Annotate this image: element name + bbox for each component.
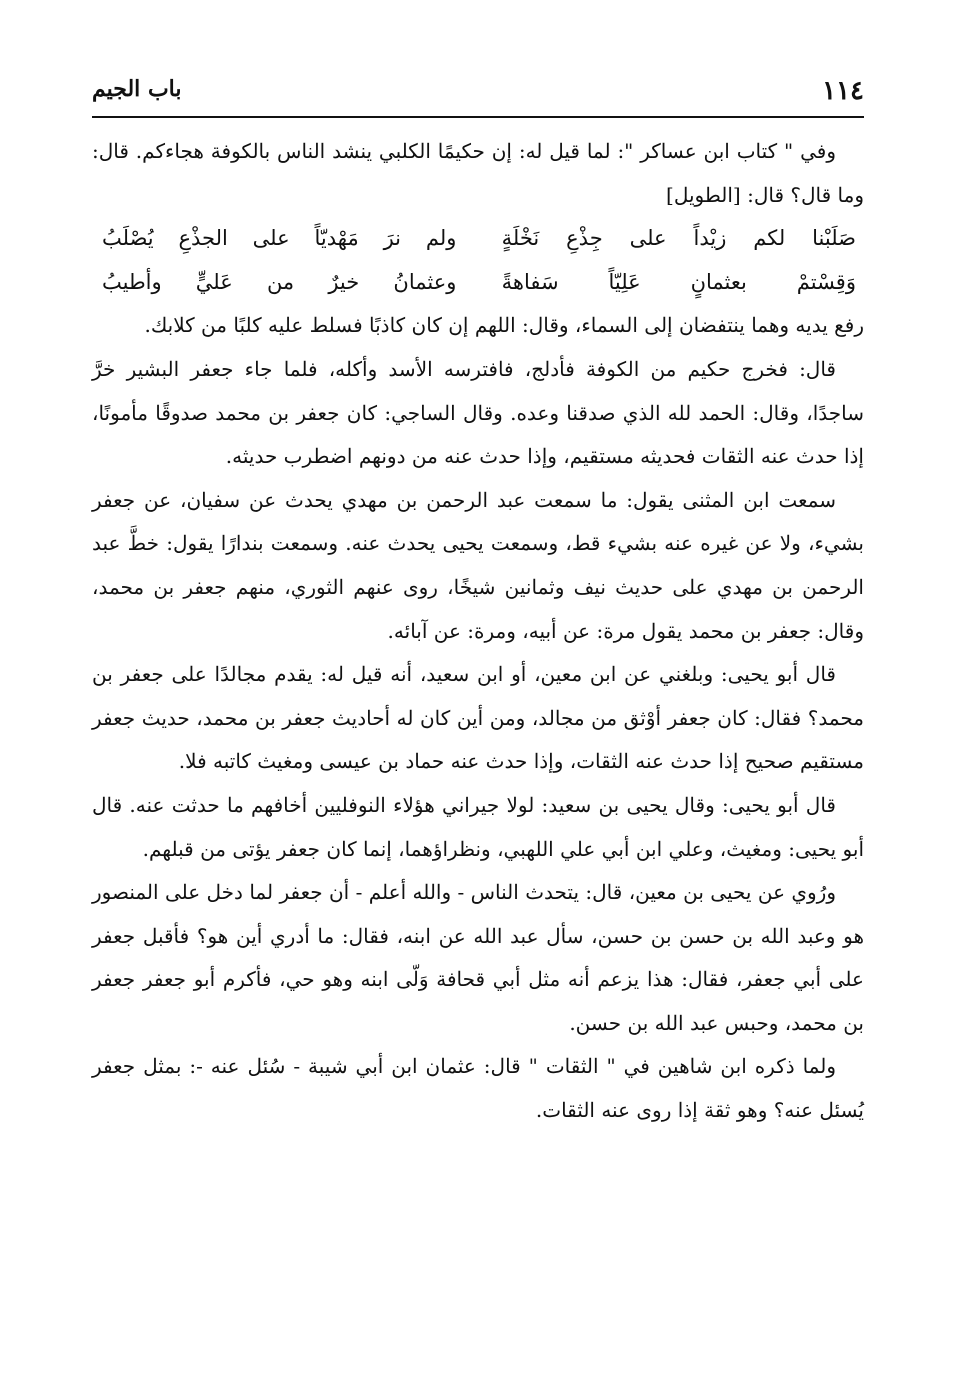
verse-line: [92, 217, 864, 261]
main-text: [92, 130, 864, 1133]
paragraph: قال: فخرج حكيم من الكوفة فأدلج، فافترسه الأسد وأكله، فلما جاء جعفر البشير خرَّ ساجدًا، وقال: الحمد لله الذي صدقنا وعده. وقال الساجي: كان جعفر بن محمد صدوقًا مأمونًا، إذا حدث عنه الثقات فحديثه مستقيم، وإذا حدث عنه من دونهم اضطرب حديثه.: [92, 356, 864, 469]
verse-second-hemistich: ولم نرَ مَهْديّاً على الجذْعِ يُصْلَبُ: [102, 226, 457, 251]
paragraph: قال أبو يحيى: وقال يحيى بن سعيد: لولا جيراني هؤلاء النوفليين أخافهم ما حدثت عنه. قال أبو يحيى: ومغيث، وعلي ابن أبي علي اللهبي، ونظراؤهما، إنما كان جعفر يؤتى من قبلهم.: [92, 792, 864, 861]
paragraph: قال أبو يحيى: وبلغني عن ابن معين، أو ابن سعيد، أنه قيل له: يقدم مجالدًا على جعفر بن محمد؟ فقال: كان جعفر أوْثق من مجالد، ومن أين كان له أحاديث جعفر بن محمد، حديث جعفر مستقيم صحيح إذا حدث عنه الثقات، وإذا حدث عنه حماد بن عيسى ومغيث كاتبه فلا.: [92, 662, 864, 774]
verse-second-hemistich: وعثمانُ خيرٌ من عَليٍّ وأطيبُ: [102, 269, 457, 294]
verse-first-hemistich: صَلَبْنا لكم زيْداً على جِذْعِ نَخْلَةٍ: [501, 226, 856, 251]
page-number: ١١٤: [822, 76, 864, 106]
paragraph: ورُوي عن يحيى بن معين، قال: يتحدث الناس - والله أعلم - أن جعفر لما دخل على المنصور هو وعبد الله بن حسن بن حسن، سأل عبد الله عن ابنه، فقال: ما أدري أين هو؟ فأقبل جعفر على أبي جعفر، فقال: هذا يزعم أنه مثل أبي قحافة وَلّى ابنه وهو حي، فأكرم أبو جعفر جعفر بن محمد، وحبس عبد الله بن حسن.: [92, 880, 864, 1035]
chapter-title: باب الجيم: [92, 76, 182, 102]
paragraph-after-verses: رفع يديه وهما ينتفضان إلى السماء، وقال: اللهم إن كان كاذبًا فسلط عليه كلبًا من كلابك.: [144, 313, 864, 338]
paragraph: ولما ذكره ابن شاهين في " الثقات " قال: عثمان ابن أبي شيبة - سُئل عنه -: بمثل جعفر يُسئل عنه؟ وهو ثقة إذا روى عنه الثقات.: [92, 1054, 864, 1123]
paragraph: سمعت ابن المثنى يقول: ما سمعت عبد الرحمن بن مهدي يحدث عن سفيان، عن جعفر بشيء، ولا عن غيره عنه بشيء قط، وسمعت يحيى يحدث عنه. وسمعت بندارًا يقول: خطَّ عبد الرحمن بن مهدي على حديث نيف وثمانين شيخًا، روى عنهم الثوري، منهم جعفر بن محمد، وقال: جعفر بن محمد يقول مرة: عن أبيه، ومرة: عن آبائه.: [92, 487, 864, 643]
running-header: [92, 72, 864, 118]
verse-line: [92, 261, 864, 305]
paragraph-intro: وفي " كتاب ابن عساكر ": لما قيل له: إن حكيمًا الكلبي ينشد الناس بالكوفة هجاءكم. قال: وما قال؟ قال: [الطويل]: [92, 139, 864, 207]
verse-first-hemistich: وَقِسْتمْ بعثمانٍ عَلِيّاً سَفاهةً: [501, 269, 856, 294]
